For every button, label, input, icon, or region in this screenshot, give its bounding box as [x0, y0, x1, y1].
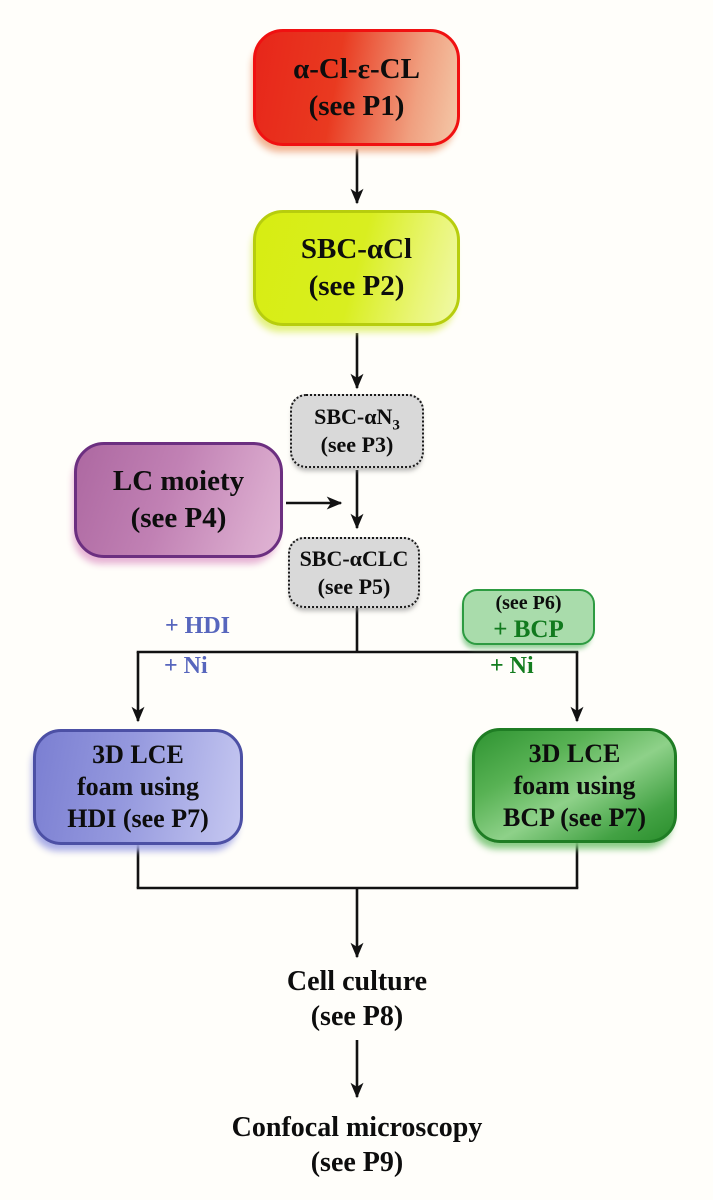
- node-label-line: HDI (see P7): [67, 804, 209, 833]
- node-label-line: SBC-αCLC: [299, 545, 409, 571]
- node-label-line: + BCP: [493, 616, 564, 643]
- node-foam-bcp: [472, 728, 677, 843]
- subscript-3: 3: [392, 417, 400, 434]
- node-foam-hdi: [33, 729, 243, 845]
- node-label-line: (see P6): [495, 592, 562, 614]
- step-label-line: Confocal microscopy: [231, 1112, 483, 1143]
- node-label-line: 3D LCE: [92, 740, 184, 769]
- node-alpha-cl-e-cl: [253, 29, 460, 146]
- node-label-line: LC moiety: [112, 465, 245, 497]
- step-label-line: (see P8): [310, 1001, 404, 1032]
- node-label-line: (see P2): [308, 270, 405, 302]
- node-label-line: 3D LCE: [528, 738, 621, 768]
- node-label-line: (see P4): [130, 502, 227, 534]
- node-bcp-reagent: [462, 589, 595, 645]
- step-cell-culture: [237, 964, 477, 1034]
- node-lc-moiety: [74, 442, 283, 558]
- step-label-line: Cell culture: [286, 966, 428, 997]
- node-label-line: foam using: [513, 770, 636, 800]
- node-label-line: (see P5): [317, 573, 391, 599]
- label-plus-ni-right: + Ni: [490, 653, 534, 679]
- node-label-line: (see P1): [308, 89, 405, 122]
- node-label-line: SBC-αCl: [300, 233, 413, 265]
- label-plus-ni-left: + Ni: [164, 653, 208, 679]
- step-confocal-microscopy: [177, 1110, 537, 1180]
- node-sbc-alpha-cl: [253, 210, 460, 326]
- step-label-line: (see P9): [310, 1147, 404, 1178]
- node-label-line: (see P3): [320, 432, 394, 457]
- node-label-line: BCP (see P7): [503, 802, 646, 832]
- node-label-line: foam using: [76, 772, 200, 801]
- label-plus-hdi: + HDI: [165, 613, 231, 639]
- node-label-line: SBC-$\alpha N_3$: [314, 404, 400, 434]
- node-label-line: α-Cl-ε-CL: [293, 52, 420, 85]
- node-sbc-alpha-clc: [288, 537, 420, 608]
- node-sbc-alpha-n3: [290, 394, 424, 468]
